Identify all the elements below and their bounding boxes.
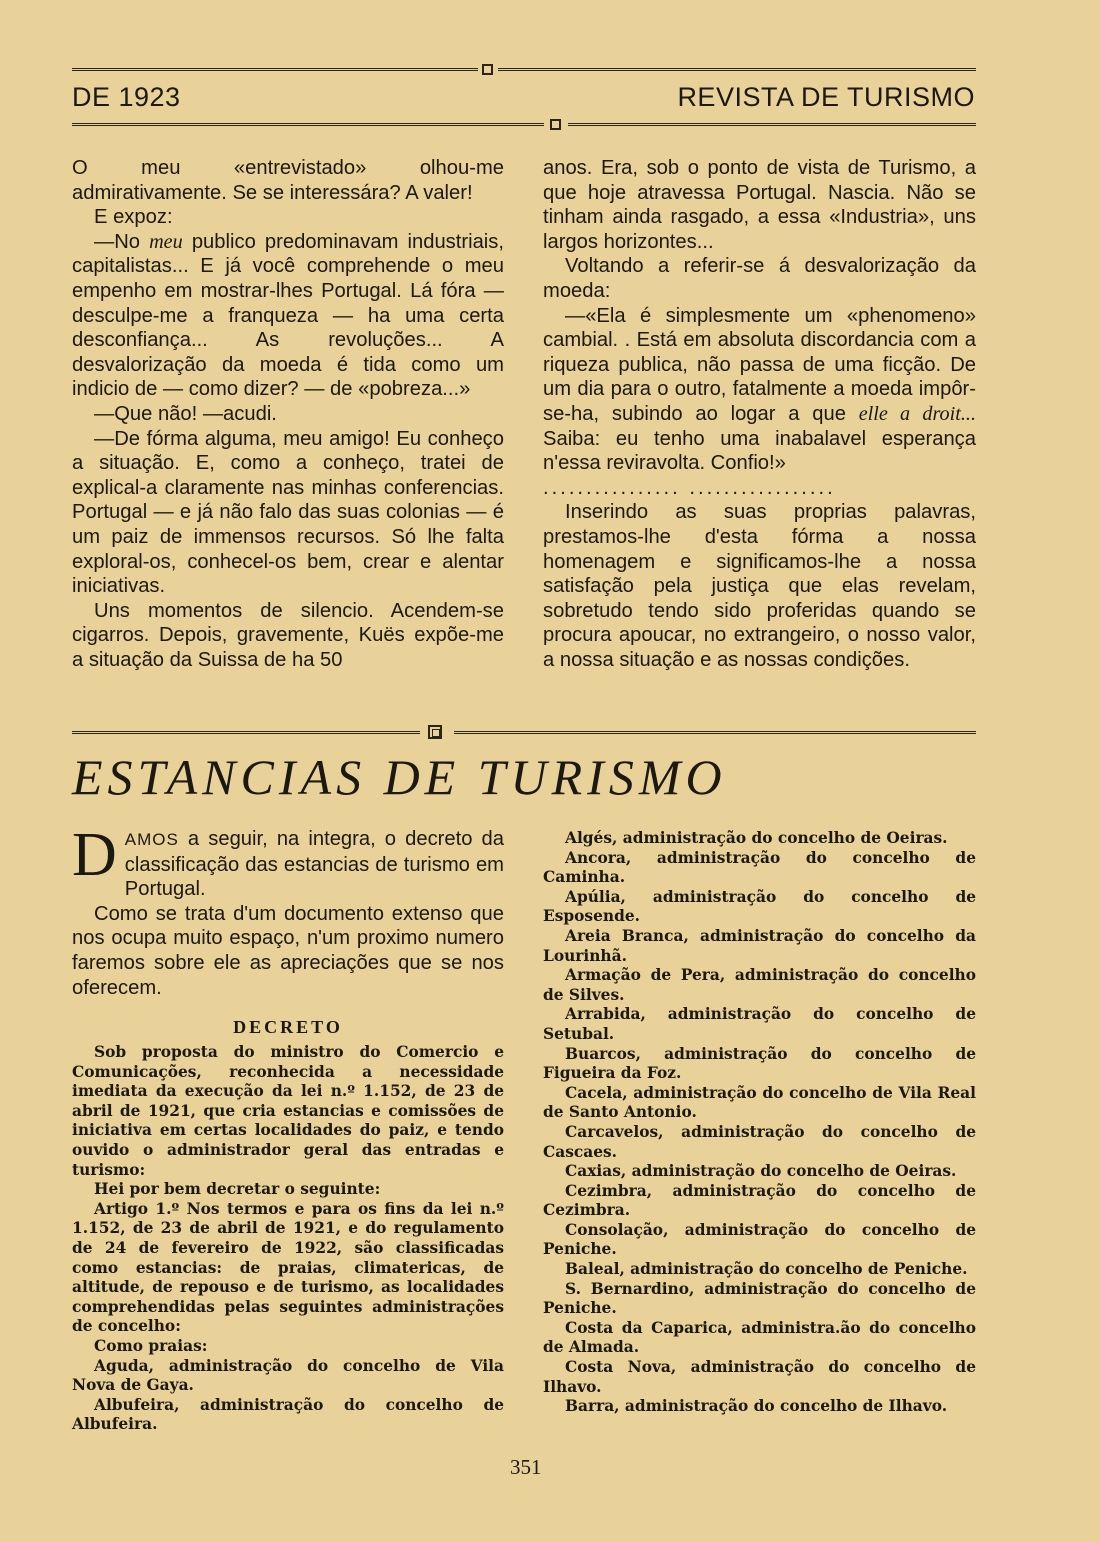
quote-text: Saiba: eu tenho uma inabalavel esperança n'essa reviravolta. Confio!» — [543, 427, 976, 475]
intro-paragraph-2: Como se trata d'um documento extenso que nos ocupa muito espaço, n'um proximo numero faremos sobre ele as apreciações que se nos oferecem. — [72, 902, 504, 999]
decree-list-item: Buarcos, administração do concelho de Figueira da Foz. — [543, 1044, 976, 1083]
section-rule-left — [72, 731, 420, 734]
header-ornament-top — [482, 64, 493, 75]
first-word: AMOS — [124, 830, 179, 849]
paragraph-with-italic — [543, 304, 976, 476]
section-title: ESTANCIAS DE TURISMO — [72, 749, 727, 805]
decree-column-right — [543, 829, 976, 1417]
paragraph: Uns momentos de silencio. Acendem-se cigarros. Depois, gravemente, Kuës expõe-me a situação da Suissa de ha 50 — [72, 599, 504, 671]
paragraph: O meu «entrevistado» olhou-me admirativamente. Se se interessára? A valer! — [72, 157, 504, 204]
decree-list-item: Albufeira, administração do concelho de Albufeira. — [72, 1395, 504, 1434]
decree-list-item: Cezimbra, administração do concelho de Cezimbra. — [543, 1181, 976, 1220]
decree-list-item: Consolação, administração do concelho de Peniche. — [543, 1220, 976, 1259]
paragraph: anos. Era, sob o ponto de vista de Turismo, a que hoje atravessa Portugal. Nascia. Não se tinham ainda rasgado, a essa «Industria», uns largos horizontes... — [543, 157, 976, 253]
quote-text: —«Ela é simplesmente um «phenomeno» cambial. . Está em absoluta discordancia com a riqueza publica, não passa de uma ficção. De um dia para o outro, fatalmente a moeda impôr-se-ha, subindo ao logar a que — [543, 304, 976, 425]
interview-column-left — [72, 156, 504, 672]
header-magazine-title: REVISTA DE TURISMO — [677, 82, 975, 112]
header-bottom-rule-right — [568, 123, 976, 126]
decree-list-item: Ancora, administração do concelho de Caminha. — [543, 848, 976, 887]
header-top-rule-left — [72, 68, 478, 71]
paragraph: Voltando a referir-se á desvalorização da moeda: — [543, 255, 976, 302]
header-top-rule-right — [498, 68, 976, 71]
interview-column-right — [543, 156, 976, 672]
decree-list-item: Algés, administração do concelho de Oeiras. — [565, 829, 948, 847]
decree-column-left — [72, 1043, 504, 1435]
header-ornament-bottom — [550, 119, 561, 130]
decree-heading: DECRETO — [233, 1017, 343, 1037]
decree-list-item: Areia Branca, administração do concelho da Lourinhã. — [543, 926, 976, 965]
decree-list-item: Caxias, administração do concelho de Oeiras. — [565, 1162, 957, 1181]
paragraph: —De fórma alguma, meu amigo! Eu conheço a situação. E, como a conheço, tratei de explical-a claramente nas minhas conferencias. Portugal — e já não falo das suas colonias — é um paiz de immensos recursos. Só lhe falta exploral-os, conhecel-os bem, crear e alentar iniciativas. — [72, 427, 504, 598]
decree-list-item: Barra, administração do concelho de Ilhavo. — [565, 1397, 948, 1416]
decree-list-item: S. Bernardino, administração do concelho de Peniche. — [543, 1279, 976, 1318]
page-number: 351 — [510, 1455, 542, 1479]
header-bottom-rule-left — [72, 123, 544, 126]
decree-list-item: Carcavelos, administração do concelho de Cascaes. — [543, 1122, 976, 1161]
paragraph: Inserindo as suas proprias palavras, prestamos-lhe d'esta fórma a nossa homenagem e significamos-lhe a nossa satisfação pela justiça que elas revelam, sobretudo tendo sido proferidas quando se procura apoucar, no extrangeiro, o nosso valor, a nossa situação e as nossas condições. — [543, 501, 976, 671]
section-ornament — [428, 725, 442, 739]
paragraph-with-italic: —No meu publico predominavam industriais, capitalistas... E já você comprehende o meu empenho em mostrar-lhes Portugal. Lá fóra — desculpe-me a franqueza — ha uma certa desconfiança... As revoluções... A desvalorização da moeda é tida como um indicio de — como dizer? — de «pobreza...» — [72, 230, 504, 401]
drop-cap: D — [72, 821, 117, 889]
decree-list-item: Costa Nova, administração do concelho de Ilhavo. — [543, 1358, 976, 1396]
decree-paragraph: Artigo 1.º Nos termos e para os fins da lei n.º 1.152, de 23 de abril de 1921, e do regulamento de 24 de fevereiro de 1922, são classificadas como estancias: de praias, climatericas, de altitude, de repouso e de turismo, as localidades comprehendidas pelas seguintes administrações de concelho: — [72, 1199, 504, 1336]
intro-text — [72, 821, 504, 1000]
header-date: DE 1923 — [72, 82, 181, 112]
section-rule-right — [454, 731, 976, 734]
italic-phrase: elle a droit... — [858, 402, 977, 425]
intro-text-rest: a seguir, na integra, o decreto da classificação das estancias de turismo em Portugal. — [124, 828, 504, 901]
decree-list-item: Armação de Pera, administração do concelho de Silves. — [543, 966, 976, 1004]
paragraph: —Que não! —acudi. — [94, 402, 277, 425]
decree-paragraph: Hei por bem decretar o seguinte: — [94, 1180, 381, 1199]
decree-list-item: Arrabida, administração do concelho de Setubal. — [543, 1005, 976, 1043]
decree-list-item: Baleal, administração do concelho de Peniche. — [565, 1260, 968, 1279]
italic-word: meu — [149, 230, 183, 253]
decree-list-item: Aguda, administração do concelho de Vila Nova de Gaya. — [72, 1356, 504, 1395]
paragraph: E expoz: — [94, 206, 173, 229]
decree-list-item: Apúlia, administração do concelho de Esposende. — [543, 887, 976, 926]
dotted-separator: ................ ................. — [543, 476, 836, 499]
decree-paragraph: Como praias: — [94, 1336, 208, 1355]
intro-paragraph-1 — [72, 821, 504, 902]
decree-paragraph: Sob proposta do ministro do Comercio e Comunicações, reconhecida a necessidade imediata da execução da lei n.º 1.152, de 23 de abril de 1921, que cria estancias e comissões de iniciativa em certas localidades do paiz, e tendo ouvido o administrador geral das entradas e turismo: — [72, 1043, 504, 1179]
decree-list-item: Cacela, administração do concelho de Vila Real de Santo Antonio. — [543, 1083, 976, 1122]
decree-list-item: Costa da Caparica, administra.ão do concelho de Almada. — [543, 1318, 976, 1357]
